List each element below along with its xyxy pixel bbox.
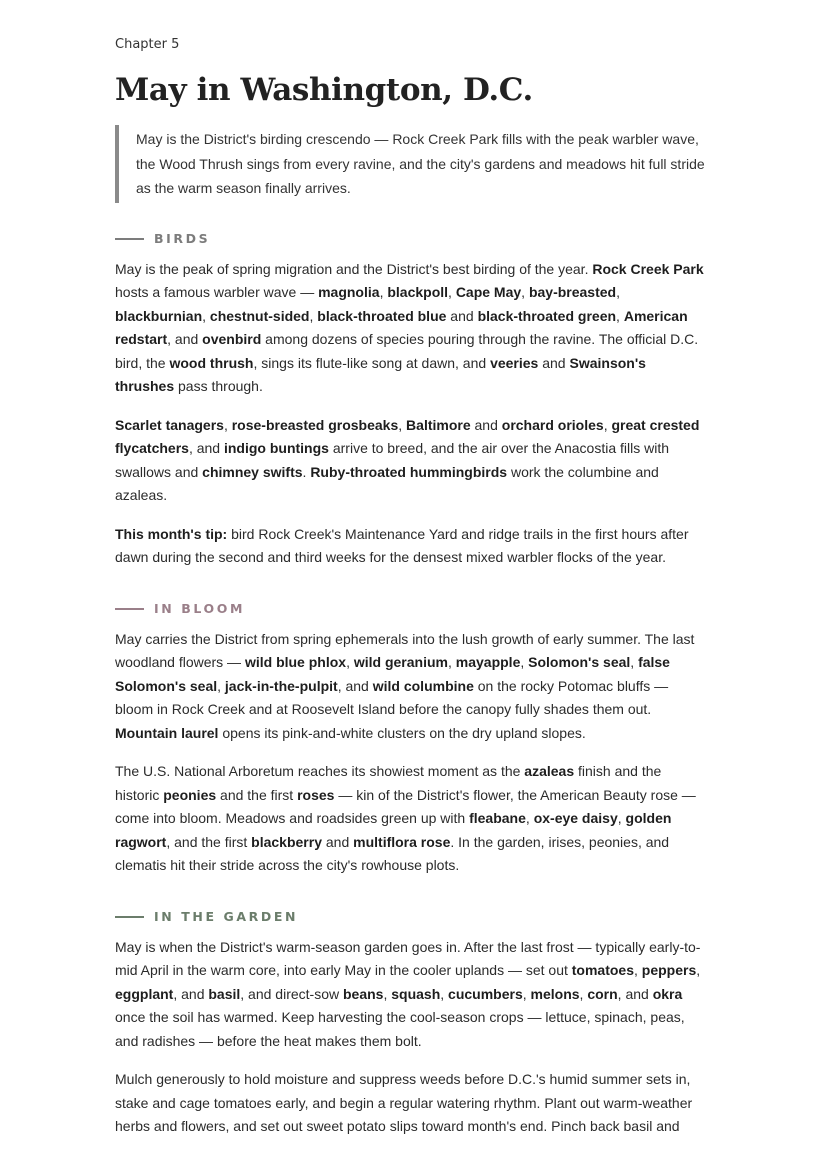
bold-term: corn — [587, 985, 618, 1002]
bold-term: American redstart — [115, 307, 688, 347]
chapter-label: Chapter 5 — [115, 37, 180, 52]
bold-term: tomatoes — [571, 962, 634, 978]
bold-term: Cape May — [455, 284, 522, 300]
body-paragraph: May is the peak of spring migration and the District's best birding of the year. Rock Creek Park hosts a famous warbler wave — magnolia, blackpoll, Cape May, bay-breasted, blackburnian, chestnut-sided, black-throated blue and black-throated green, American redstart, and ovenbird among dozens of species pouring through the ravine. The official D.C. bird, the wood thrush, sings its flute-like song at dawn, and veeries and Swainson's thrushes pass through. — [115, 260, 704, 394]
bold-term: basil — [208, 985, 241, 1002]
bold-term: beans — [343, 985, 384, 1002]
body-paragraph: Mulch generously to hold moisture and suppress weeds before D.C.'s humid summer sets in, stake and cage tomatoes early, and begin a regular watering rhythm. Plant out warm-weather herbs and flowers, and set out sweet potato slips toward month's end. Pinch back basil and — [115, 1071, 693, 1134]
bold-term: blackberry — [251, 833, 322, 850]
bold-term: okra — [652, 985, 683, 1002]
bold-term: peppers — [641, 962, 697, 978]
bold-term: ovenbird — [202, 331, 262, 347]
section-rule — [115, 238, 144, 240]
bold-term: golden ragwort — [115, 810, 672, 850]
bold-term: blackpoll — [387, 284, 449, 300]
bold-term: Baltimore — [406, 416, 471, 433]
section-birds — [115, 229, 705, 570]
bold-term: rose-breasted grosbeaks — [231, 416, 399, 433]
bold-term: magnolia — [318, 284, 380, 300]
bold-term: black-throated green — [477, 307, 617, 324]
bold-term: azaleas — [524, 763, 575, 779]
bold-term: chimney swifts — [202, 463, 303, 480]
body-paragraph: May is when the District's warm-season garden goes in. After the last frost — typically early-to-mid April in the warm core, into early May in the cooler uplands — set out tomatoes, peppers, eggplant, and basil, and direct-sow beans, squash, cucumbers, melons, corn, and okra once the soil has warmed. Keep harvesting the cool-season crops — lettuce, spinach, peas, and radishes — before the heat makes them bolt. — [115, 938, 701, 1049]
body-paragraph: May carries the District from spring ephemerals into the lush growth of early summer. The last woodland flowers — wild blue phlox, wild geranium, mayapple, Solomon's seal, false Solomon's seal, jack-in-the-pulpit, and wild columbine on the rocky Potomac bluffs — bloom in Rock Creek and at Roosevelt Island before the canopy fully shades them out. Mountain laurel opens its pink-and-white clusters on the dry upland slopes. — [115, 630, 695, 741]
section-in-the-garden — [115, 907, 705, 1139]
bold-term: Swainson's thrushes — [115, 354, 646, 394]
section-title: BIRDS — [154, 231, 211, 246]
tip-paragraph: This month's tip: bird Rock Creek's Maintenance Yard and ridge trails in the first hours after dawn during the second and third weeks for the densest mixed warbler flocks of the year. — [115, 525, 689, 565]
bold-term: bay-breasted — [528, 284, 617, 300]
bold-term: roses — [297, 786, 335, 803]
bold-term: blackburnian — [115, 307, 203, 324]
body-paragraph: The U.S. National Arboretum reaches its showiest moment as the azaleas finish and the historic peonies and the first roses — kin of the District's flower, the American Beauty rose — come into bloom. Meadows and roadsides green up with fleabane, ox-eye daisy, golden ragwort, and the first blackberry and multiflora rose. In the garden, irises, peonies, and clematis hit their stride across the city's rowhouse plots. — [115, 763, 696, 873]
bold-term: ox-eye daisy — [533, 810, 618, 826]
bold-term: chestnut-sided — [209, 307, 310, 324]
bold-term: cucumbers — [448, 985, 523, 1002]
bold-term: peonies — [163, 786, 217, 803]
bold-term: melons — [530, 985, 580, 1002]
bold-term: Ruby-throated hummingbirds — [310, 463, 508, 480]
section-header — [115, 599, 705, 619]
bold-term: mayapple — [455, 654, 521, 670]
section-in-bloom — [115, 599, 705, 878]
intro-blockquote: May is the District's birding crescendo — Rock Creek Park fills with the peak warbler wave, the Wood Thrush sings from every ravine, and the city's gardens and meadows hit full stride as the warm season finally arrives. — [115, 125, 705, 203]
bold-term: Scarlet tanagers — [115, 416, 224, 433]
bold-term: indigo buntings — [223, 440, 329, 456]
bold-term: This month's tip: — [115, 525, 228, 542]
bold-term: multiflora rose — [353, 833, 451, 850]
section-rule — [115, 916, 144, 918]
bold-term: Solomon's seal — [528, 654, 631, 670]
bold-term: wild columbine — [372, 677, 474, 694]
page-title: May in Washington, D.C. — [115, 72, 533, 108]
section-header — [115, 907, 705, 927]
bold-term: squash — [391, 985, 441, 1002]
bold-term: veeries — [490, 354, 539, 371]
bold-term: false Solomon's seal — [115, 654, 670, 694]
section-title: IN BLOOM — [154, 601, 246, 616]
page — [115, 34, 705, 1168]
section-title: IN THE GARDEN — [154, 909, 299, 924]
bold-term: jack-in-the-pulpit — [224, 677, 338, 694]
body-paragraph: Scarlet tanagers, rose-breasted grosbeaks, Baltimore and orchard orioles, great crested flycatchers, and indigo buntings arrive to breed, and the air over the Anacostia fills with swallows and chimney swifts. Ruby-throated hummingbirds work the columbine and azaleas. — [115, 416, 700, 503]
bold-term: wild blue phlox — [244, 654, 347, 670]
bold-term: orchard orioles — [501, 416, 604, 433]
bold-term: eggplant — [115, 985, 174, 1002]
bold-term: black-throated blue — [317, 307, 447, 324]
bold-term: great crested flycatchers — [115, 416, 700, 456]
section-header — [115, 229, 705, 249]
bold-term: wild geranium — [353, 654, 448, 670]
bold-term: Mountain laurel — [115, 724, 219, 741]
bold-term: Rock Creek Park — [592, 260, 704, 277]
bold-term: fleabane — [469, 810, 526, 826]
bold-term: wood thrush — [169, 354, 254, 371]
section-rule — [115, 608, 144, 610]
